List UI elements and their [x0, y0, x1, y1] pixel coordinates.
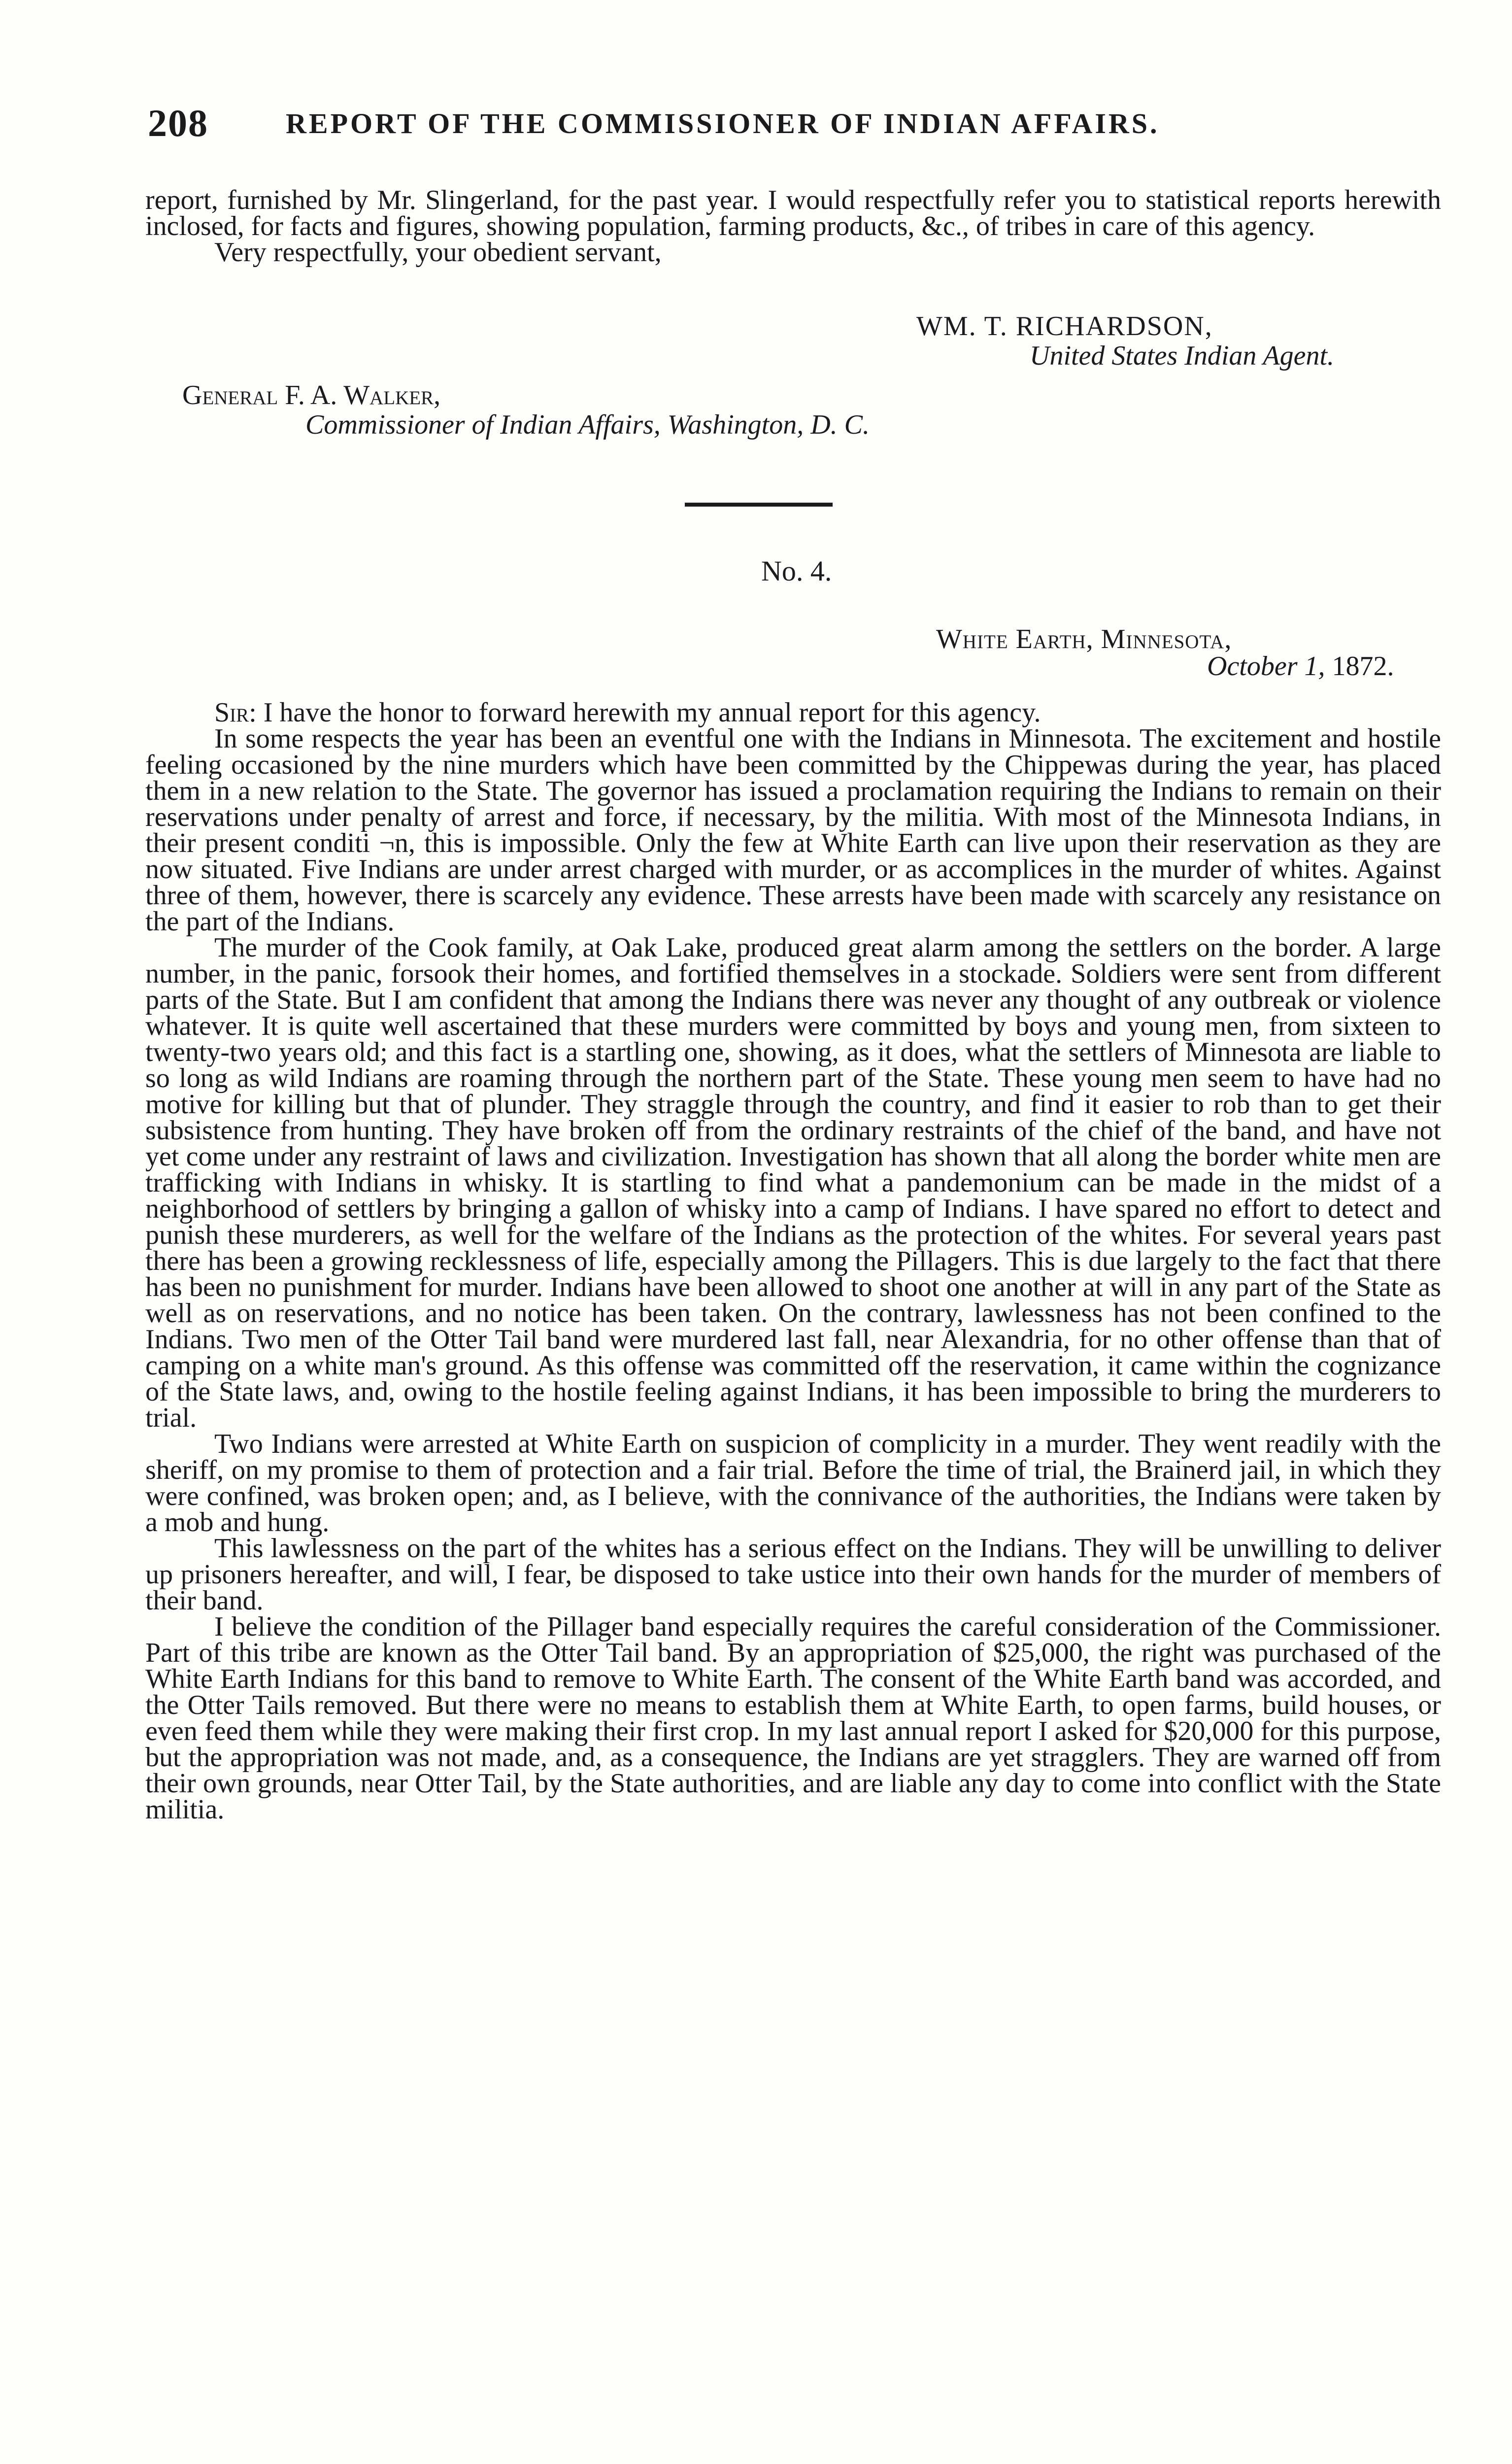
paragraph-5: This lawlessness on the part of the whites has a serious effect on the Indians. They will be unwilling to deliver up prisoners hereafter, and will, I fear, be disposed to take ustice into their own hands for the murder of members of their band. [145, 1533, 1441, 1616]
date-year: 1872. [1332, 651, 1394, 682]
paragraph-6: I believe the condition of the Pillager band especially requires the careful consideration of the Commissioner. Part of this tribe are known as the Otter Tail band. By an appropriation of $25,000, the right was purchased of the White Earth Indians for this band to remove to White Earth. The consent of the White Earth band was accorded, and the Otter Tails removed. But there were no means to establish them at White Earth, to open farms, build houses, or even feed them while they were making their first crop. In my last annual report I asked for $20,000 for this purpose, but the appropriation was not made, and, as a consequence, the Indians are yet stragglers. They are warned off from their own grounds, near Otter Tail, by the State authorities, and are liable any day to come into conflict with the State militia. [145, 1611, 1441, 1825]
page-header [143, 101, 1365, 145]
paragraph-3: The murder of the Cook family, at Oak Lake, produced great alarm among the settlers on the border. A large number, in the panic, forsook their homes, and fortified themselves in a stockade. Soldiers were sent from different parts of the State. But I am confident that among the Indians there was never any thought of any outbreak or violence whatever. It is quite well ascertained that these murders were committed by boys and young men, from sixteen to twenty-two years old; and this fact is a startling one, showing, as it does, what the settlers of Minnesota are liable to so long as wild Indians are roaming through the northern part of the State. These young men seem to have had no motive for killing but that of plunder. They straggle through the country, and find it easier to rob than to get their subsistence from hunting. They have broken off from the ordinary restraints of the chief of the band, and have not yet come under any restraint of laws and civilization. Investigation has shown that all along the border white men are trafficking with Indians in whisky. It is startling to find what a pandemonium can be made in the midst of a neighborhood of settlers by bringing a gallon of whisky into a camp of Indians. I have spared no effort to detect and punish these murderers, as well for the welfare of the Indians as the protection of the whites. For several years past there has been a growing recklessness of life, especially among the Pillagers. This is due largely to the fact that there has been no punishment for murder. Indians have been allowed to shoot one another at will in any part of the State as well as on reservations, and no notice has been taken. On the contrary, lawlessness has not been confined to the Indians. Two men of the Otter Tail band were murdered last fall, near Alexandria, for no other offense than that of camping on a white man's ground. As this offense was committed off the reservation, it came within the cognizance of the State laws, and, owing to the hostile feeling against Indians, it has been impossible to bring the murderers to trial. [145, 932, 1441, 1433]
page-number: 208 [148, 102, 208, 144]
running-title: REPORT OF THE COMMISSIONER OF INDIAN AFFAIRS. [286, 107, 1160, 139]
date-month-day: October 1, [1207, 651, 1325, 682]
document-number: No. 4. [761, 555, 832, 587]
report-body [145, 697, 1441, 1825]
paragraph-4: Two Indians were arrested at White Earth on suspicion of complicity in a murder. They went readily with the sheriff, on my promise to them of protection and a fair trial. Before the time of trial, the Brainerd jail, in which they were confined, was broken open; and, as I believe, with the connivance of the authorities, the Indians were taken by a mob and hung. [145, 1429, 1441, 1538]
signature-name: WM. T. RICHARDSON, [916, 311, 1213, 342]
first-paragraph [145, 697, 1441, 728]
closing-line: Very respectfully, your obedient servant, [214, 237, 662, 268]
addressee-title: Commissioner of Indian Affairs, Washington, D. C. [305, 410, 870, 440]
section-divider [685, 503, 833, 507]
dateline-place: White Earth, Minnesota, [936, 624, 1232, 654]
paragraph-1: I have the honor to forward herewith my annual report for this agency. [263, 697, 1041, 728]
dateline-date [1207, 650, 1394, 682]
addressee-name: General F. A. Walker, [182, 380, 441, 411]
letter-closing-block [145, 187, 1441, 266]
signature-title: United States Indian Agent. [1030, 341, 1334, 371]
paragraph-2: In some respects the year has been an eventful one with the Indians in Minnesota. The excitement and hostile feeling occasioned by the nine murders which have been committed by the Chippewas during the year, has placed them in a new relation to the State. The governor has issued a proclamation requiring the Indians to remain on their reservations under penalty of arrest and force, if necessary, by the militia. With most of the Minnesota Indians, in their present conditi ¬n, this is impossible. Only the few at White Earth can live upon their reservation as they are now situated. Five Indians are under arrest charged with murder, or as accomplices in the murder of whites. Against three of them, however, there is scarcely any evidence. These arrests have been made with scarcely any resistance on the part of the Indians. [145, 723, 1441, 937]
closing-paragraph: report, furnished by Mr. Slingerland, for the past year. I would respectfully refer you to statistical reports herewith inclosed, for facts and figures, showing population, farming products, &c., of tribes in care of this agency. [145, 185, 1441, 241]
salutation: Sir: [214, 697, 257, 728]
